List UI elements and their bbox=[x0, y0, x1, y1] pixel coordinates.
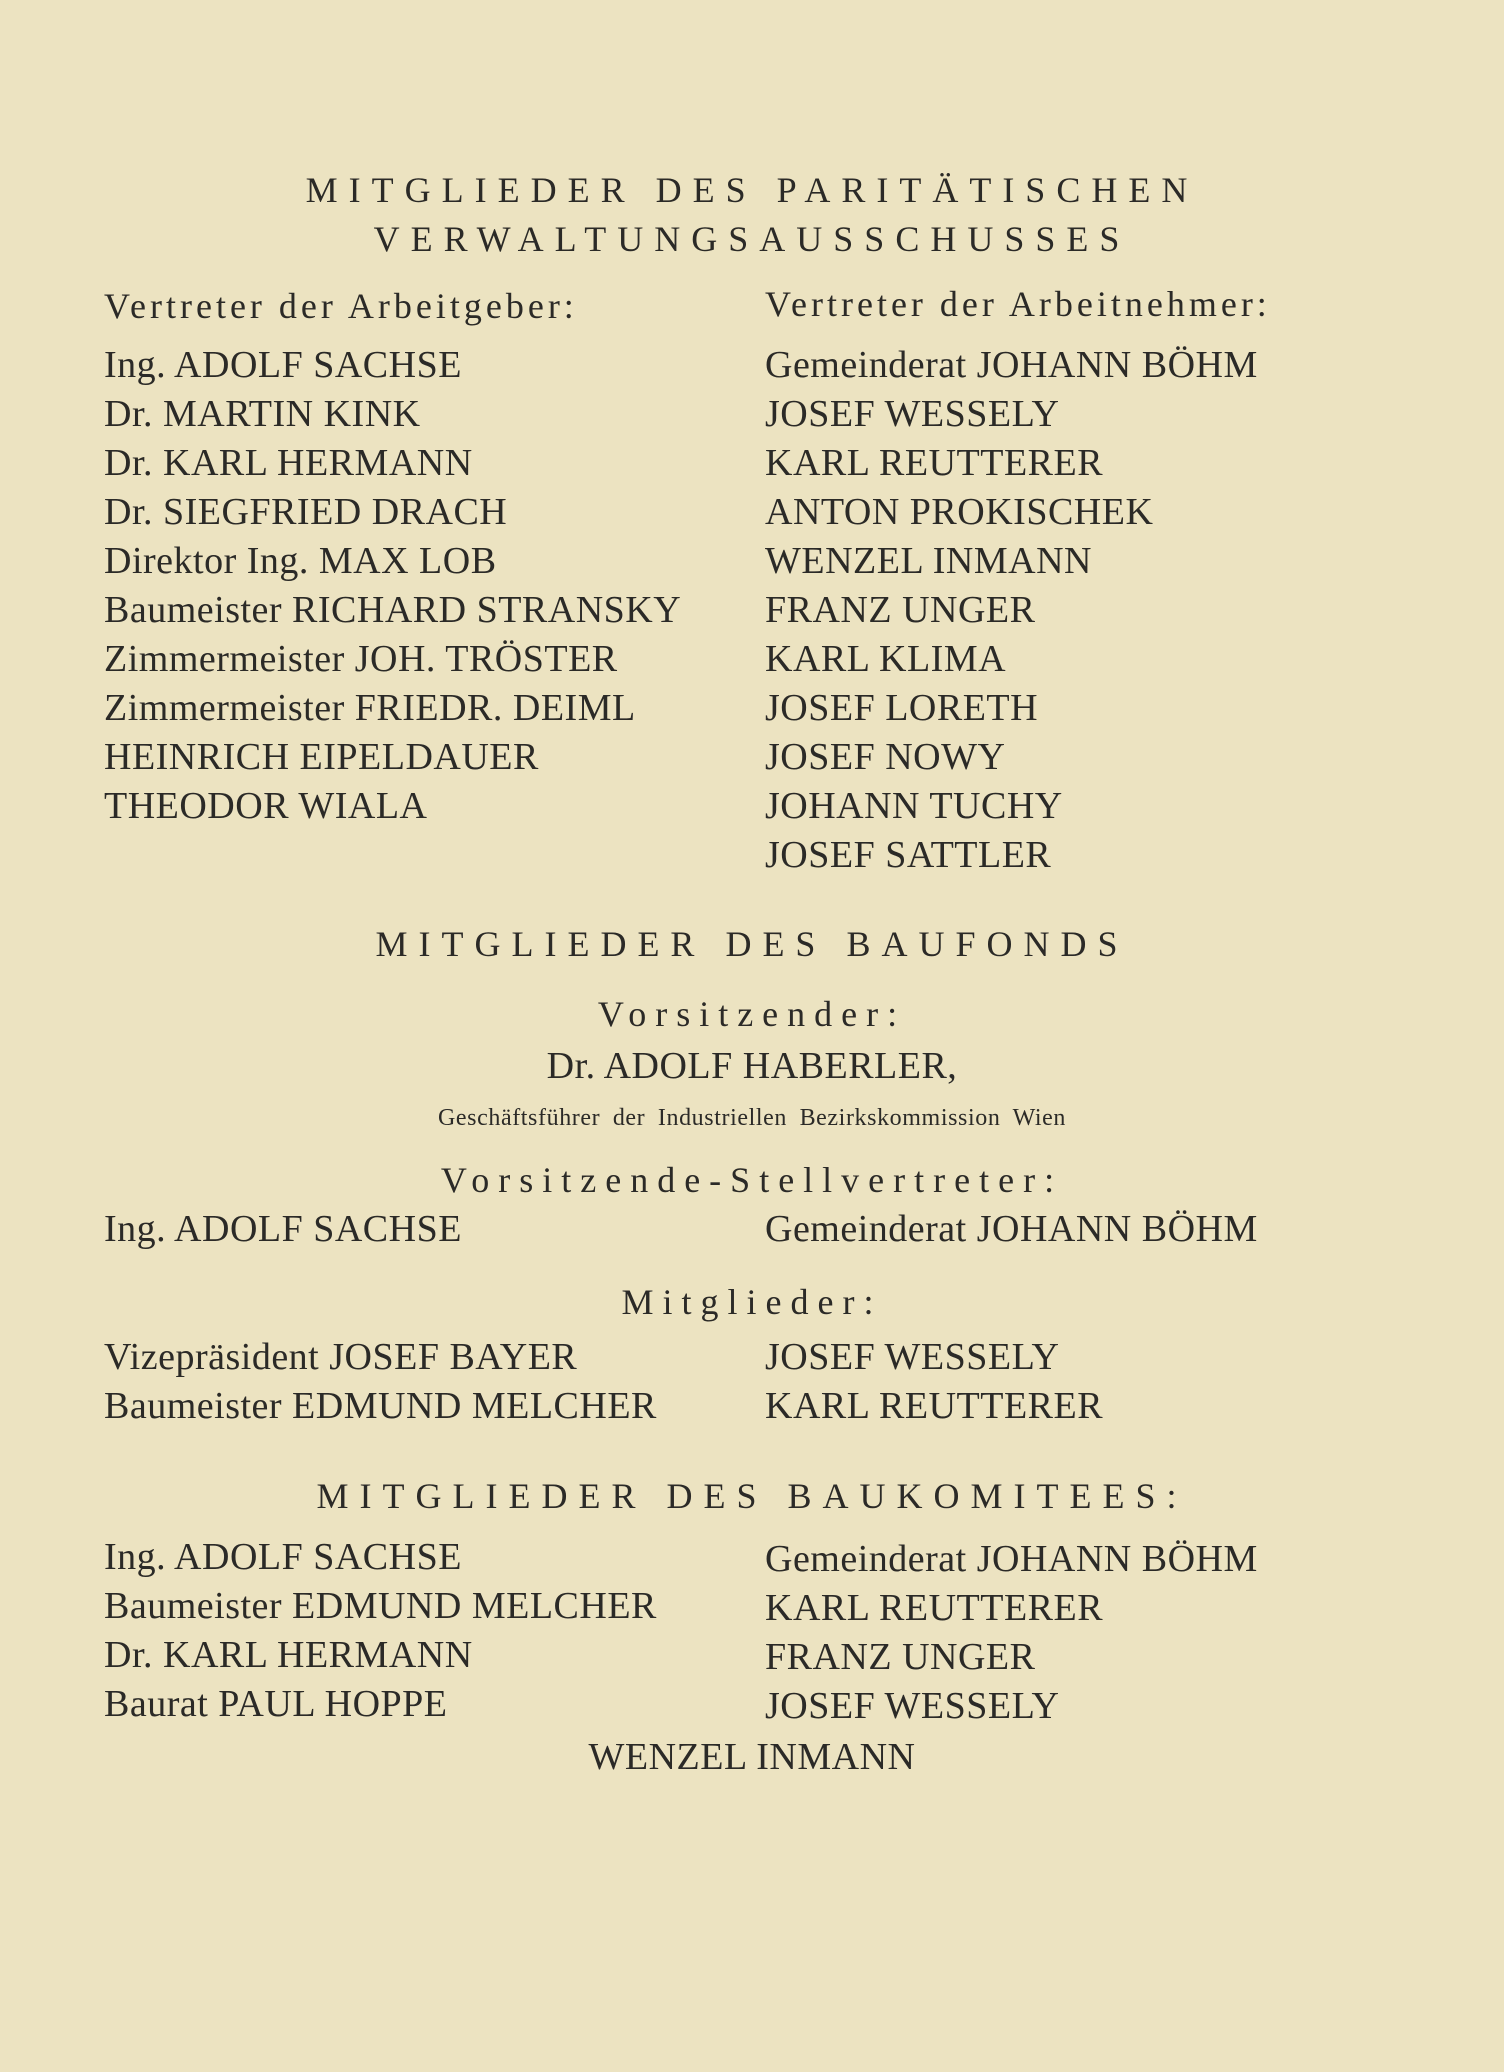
chair-label: Vorsitzender: bbox=[597, 994, 907, 1034]
list-item: KARL REUTTERER bbox=[765, 442, 1104, 484]
members-label: Mitglieder: bbox=[621, 1282, 883, 1322]
list-item: Ing. ADOLF SACHSE bbox=[104, 344, 462, 386]
list-item: FRANZ UNGER bbox=[765, 1636, 1036, 1678]
deputy-left: Ing. ADOLF SACHSE bbox=[104, 1208, 462, 1250]
list-item: Dr. KARL HERMANN bbox=[104, 442, 473, 484]
list-item: JOSEF WESSELY bbox=[765, 1336, 1060, 1378]
list-item: KARL REUTTERER bbox=[765, 1587, 1104, 1629]
list-item: Ing. ADOLF SACHSE bbox=[104, 1536, 462, 1578]
heading-baufonds: MITGLIEDER DES BAUFONDS bbox=[375, 924, 1129, 964]
list-item: FRANZ UNGER bbox=[765, 589, 1036, 631]
list-item: Baumeister EDMUND MELCHER bbox=[104, 1385, 657, 1427]
list-item: Dr. MARTIN KINK bbox=[104, 393, 421, 435]
list-item: Gemeinderat JOHANN BÖHM bbox=[765, 344, 1258, 386]
baukomitee-last: WENZEL INMANN bbox=[588, 1736, 916, 1778]
chair-role: Geschäftsführer der Industriellen Bezirkskommission Wien bbox=[437, 1105, 1067, 1131]
list-item: JOSEF WESSELY bbox=[765, 393, 1060, 435]
list-item: Zimmermeister JOH. TRÖSTER bbox=[104, 638, 618, 680]
list-item: JOSEF LORETH bbox=[765, 687, 1039, 729]
chair-name: Dr. ADOLF HABERLER, bbox=[546, 1045, 958, 1087]
list-item: Direktor Ing. MAX LOB bbox=[104, 540, 497, 582]
employers-label: Vertreter der Arbeitgeber: bbox=[104, 286, 578, 326]
list-item: Gemeinderat JOHANN BÖHM bbox=[765, 1538, 1258, 1580]
list-item: JOSEF WESSELY bbox=[765, 1685, 1060, 1727]
list-item: Vizepräsident JOSEF BAYER bbox=[104, 1336, 578, 1378]
list-item: HEINRICH EIPELDAUER bbox=[104, 736, 539, 778]
list-item: Dr. KARL HERMANN bbox=[104, 1634, 473, 1676]
list-item: Dr. SIEGFRIED DRACH bbox=[104, 491, 508, 533]
list-item: KARL REUTTERER bbox=[765, 1385, 1104, 1427]
list-item: ANTON PROKISCHEK bbox=[765, 491, 1154, 533]
employees-label: Vertreter der Arbeitnehmer: bbox=[765, 284, 1271, 324]
list-item: Zimmermeister FRIEDR. DEIML bbox=[104, 687, 636, 729]
list-item: JOSEF NOWY bbox=[765, 736, 1006, 778]
deputies-label: Vorsitzende-Stellvertreter: bbox=[440, 1160, 1064, 1200]
list-item: THEODOR WIALA bbox=[104, 785, 428, 827]
heading-verwaltung-line2: VERWALTUNGSAUSSCHUSSES bbox=[373, 219, 1131, 259]
heading-baukomitee: MITGLIEDER DES BAUKOMITEES: bbox=[316, 1476, 1188, 1516]
list-item: Baurat PAUL HOPPE bbox=[104, 1683, 448, 1725]
list-item: Baumeister RICHARD STRANSKY bbox=[104, 589, 682, 631]
list-item: JOSEF SATTLER bbox=[765, 834, 1052, 876]
list-item: JOHANN TUCHY bbox=[765, 785, 1063, 827]
list-item: KARL KLIMA bbox=[765, 638, 1007, 680]
deputy-right: Gemeinderat JOHANN BÖHM bbox=[765, 1208, 1258, 1250]
list-item: WENZEL INMANN bbox=[765, 540, 1092, 582]
list-item: Baumeister EDMUND MELCHER bbox=[104, 1585, 657, 1627]
heading-verwaltung-line1: MITGLIEDER DES PARITÄTISCHEN bbox=[305, 170, 1199, 210]
